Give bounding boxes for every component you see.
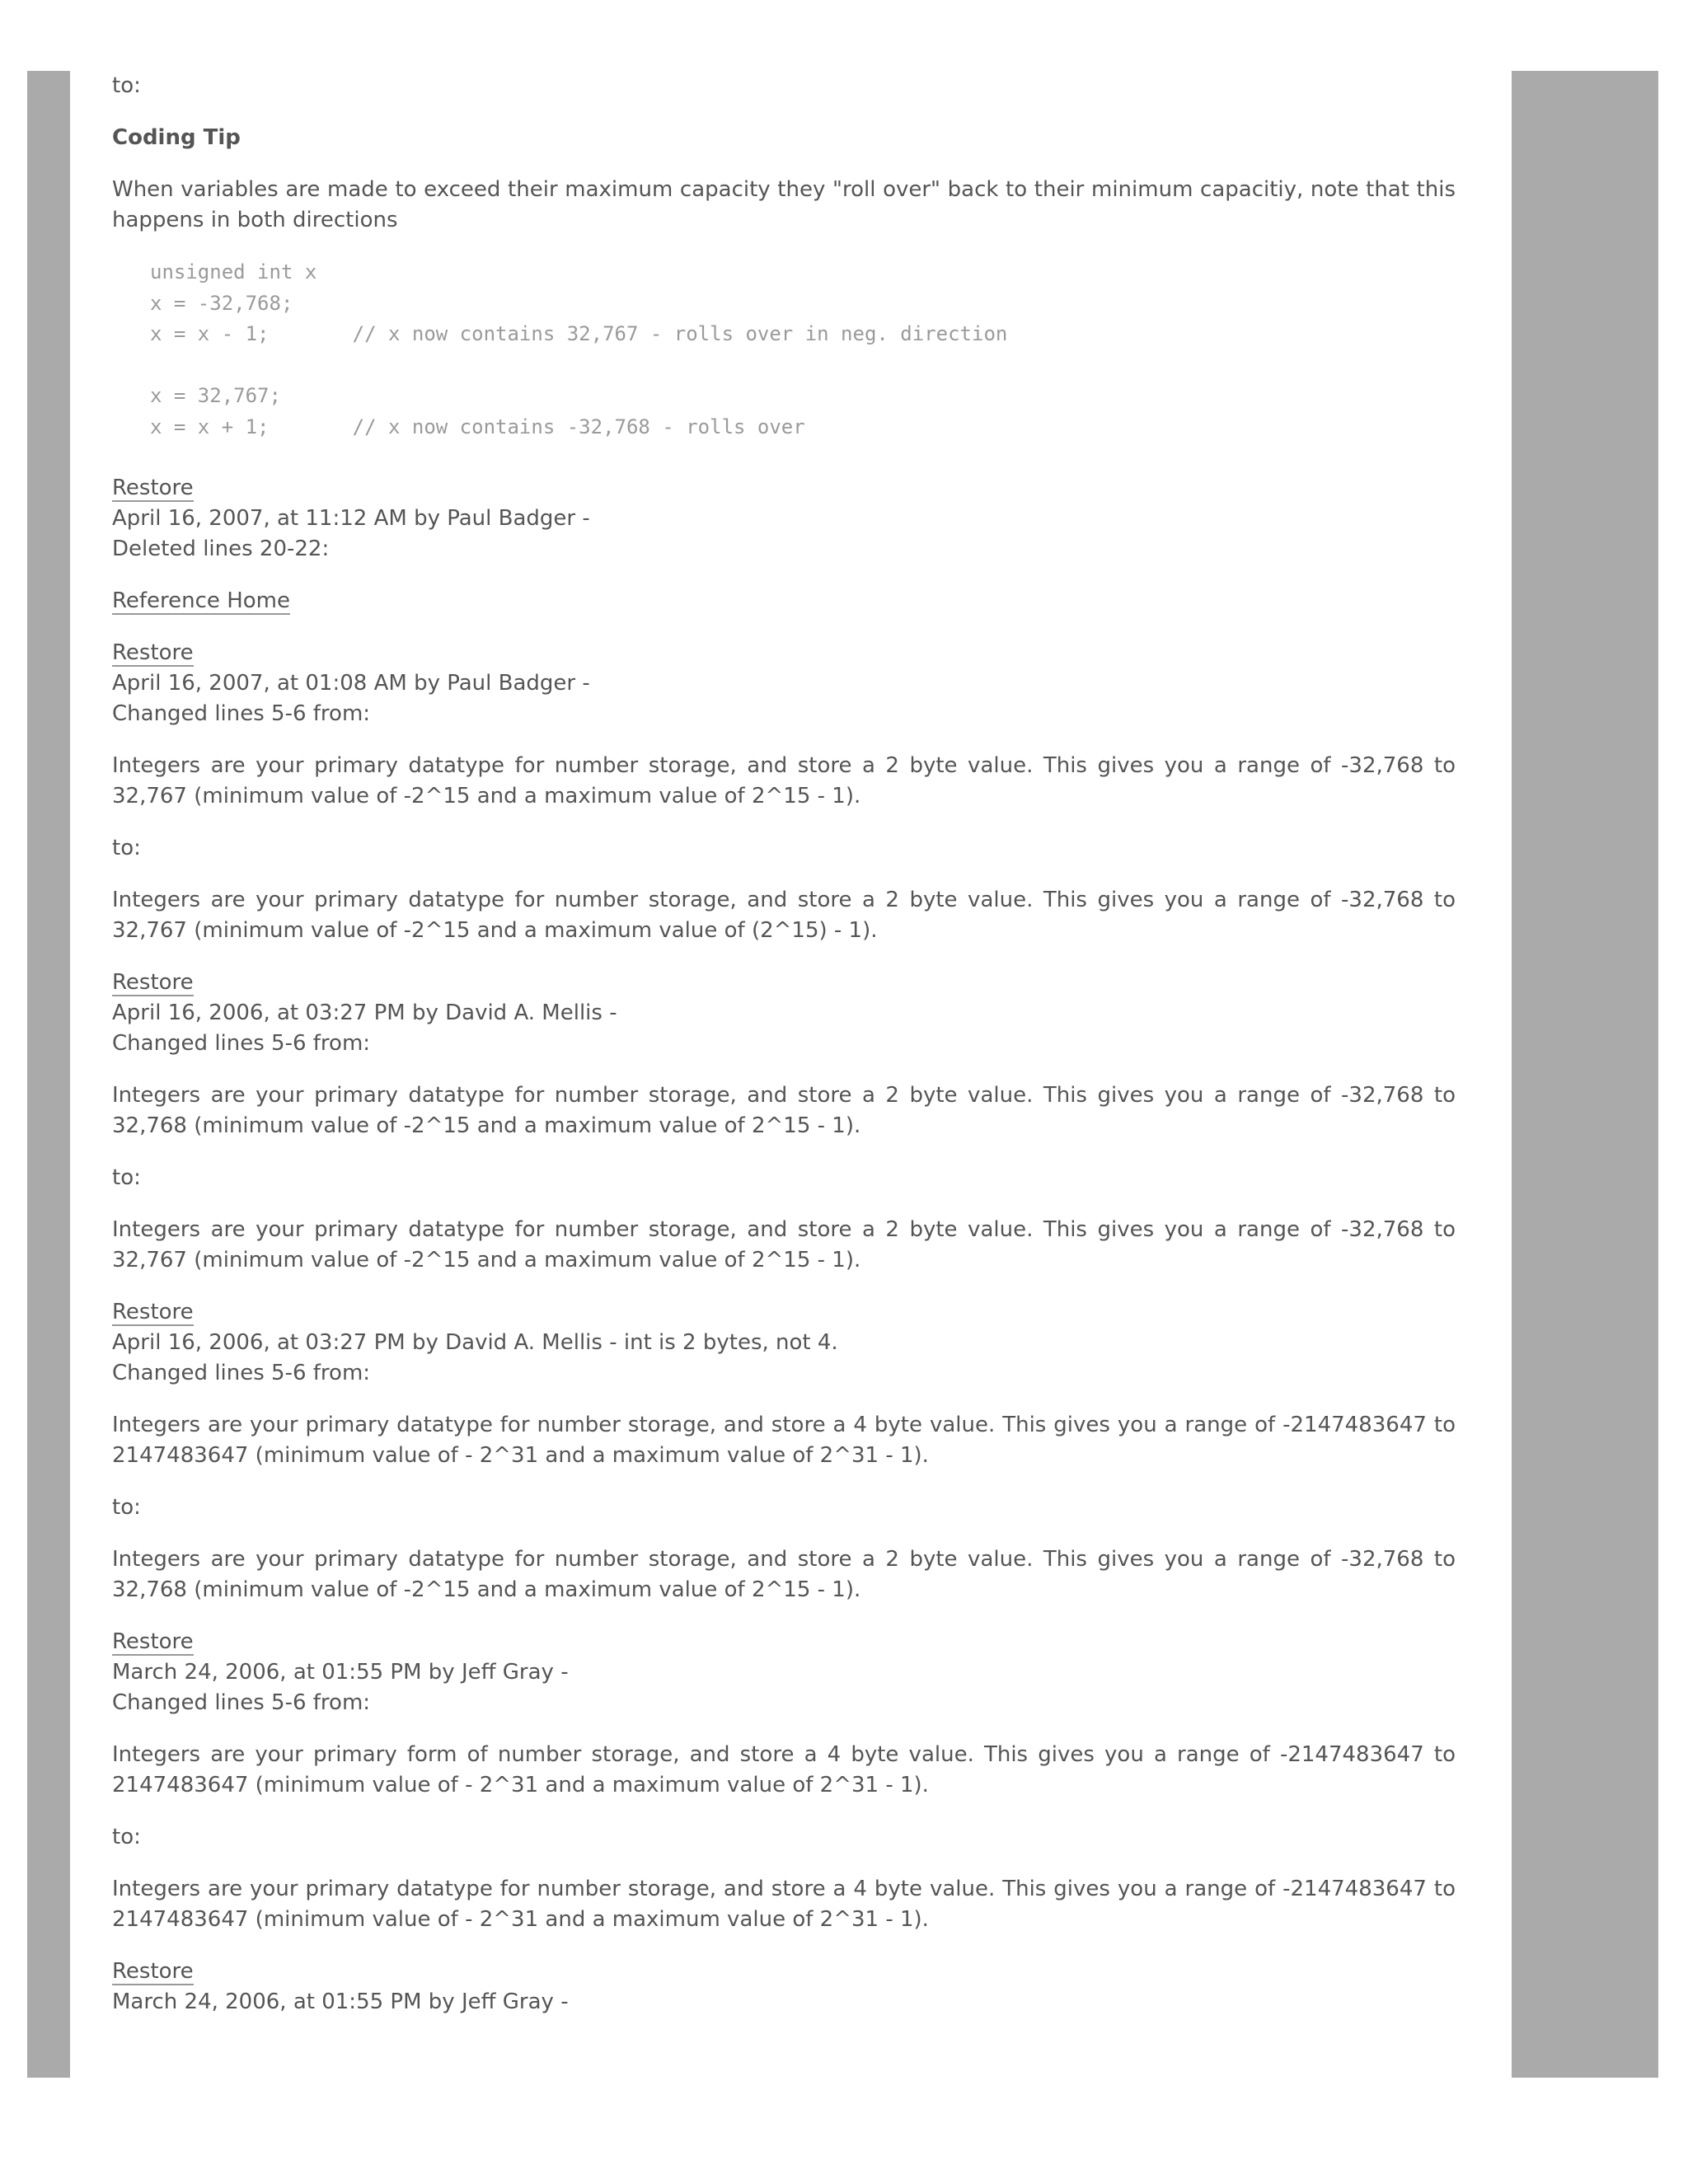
code-line: x = x - 1; // x now contains 32,767 - rolls over in neg. direction (150, 322, 1008, 345)
restore-link[interactable]: Restore (112, 1300, 194, 1324)
revision-change: Changed lines 5-6 from: (112, 1031, 371, 1056)
revision-meta: April 16, 2007, at 11:12 AM by Paul Badger - (112, 506, 590, 531)
revision-meta: March 24, 2006, at 01:55 PM by Jeff Gray - (112, 1990, 569, 2014)
restore-link[interactable]: Restore (112, 970, 194, 995)
restore-link[interactable]: Restore (112, 640, 194, 665)
revision-change: Changed lines 5-6 from: (112, 1690, 371, 1715)
to-label: to: (112, 1165, 141, 1190)
to-label: to: (112, 1495, 141, 1520)
reference-home-link[interactable]: Reference Home (112, 588, 290, 613)
to-label: to: (112, 73, 141, 98)
code-line: x = -32,768; (150, 291, 293, 315)
revision-to-text: Integers are your primary datatype for number storage, and store a 4 byte value. This gives you a range of -2147483647 to 2147483647 (minimum value of - 2^31 and a maximum value of 2^31 - 1). (112, 1877, 1456, 1932)
revision-meta: April 16, 2006, at 03:27 PM by David A. Mellis - int is 2 bytes, not 4. (112, 1330, 838, 1355)
revision-from-text: Integers are your primary form of number storage, and store a 4 byte value. This gives you a range of -2147483647 to 2147483647 (minimum value of - 2^31 and a maximum value of 2^31 - 1). (112, 1742, 1456, 1797)
revision-to-text: Integers are your primary datatype for number storage, and store a 2 byte value. This gives you a range of -32,768 to 32,767 (minimum value of -2^15 and a maximum value of (2^15) - 1). (112, 888, 1456, 943)
revision-change: Changed lines 5-6 from: (112, 1361, 371, 1385)
revision-meta: April 16, 2007, at 01:08 AM by Paul Badger - (112, 671, 590, 696)
code-block (150, 257, 1456, 443)
coding-tip-heading: Coding Tip (112, 125, 241, 150)
coding-tip-text: When variables are made to exceed their maximum capacity they "roll over" back to their minimum capacitiy, note that this happens in both directions (112, 177, 1456, 232)
restore-link[interactable]: Restore (112, 476, 194, 500)
right-gray-bar (1512, 71, 1658, 2078)
revision-entry (112, 968, 1456, 1059)
revision-to-text: Integers are your primary datatype for number storage, and store a 2 byte value. This gives you a range of -32,768 to 32,767 (minimum value of -2^15 and a maximum value of 2^15 - 1). (112, 1217, 1456, 1272)
to-label: to: (112, 1825, 141, 1849)
revision-from-text: Integers are your primary datatype for number storage, and store a 2 byte value. This gives you a range of -32,768 to 32,767 (minimum value of -2^15 and a maximum value of 2^15 - 1). (112, 753, 1456, 808)
restore-link[interactable]: Restore (112, 1629, 194, 1654)
revision-entry (112, 1627, 1456, 1718)
left-gray-bar (27, 71, 70, 2078)
restore-link[interactable]: Restore (112, 1959, 194, 1984)
revision-entry (112, 638, 1456, 729)
revision-entry (112, 473, 1456, 565)
code-line: unsigned int x (150, 260, 317, 284)
revision-from-text: Integers are your primary datatype for number storage, and store a 4 byte value. This gives you a range of -2147483647 to 2147483647 (minimum value of - 2^31 and a maximum value of 2^31 - 1). (112, 1413, 1456, 1468)
revision-from-text: Integers are your primary datatype for number storage, and store a 2 byte value. This gives you a range of -32,768 to 32,768 (minimum value of -2^15 and a maximum value of 2^15 - 1). (112, 1083, 1456, 1138)
revision-meta: March 24, 2006, at 01:55 PM by Jeff Gray - (112, 1660, 569, 1685)
revision-to-text: Integers are your primary datatype for number storage, and store a 2 byte value. This gives you a range of -32,768 to 32,768 (minimum value of -2^15 and a maximum value of 2^15 - 1). (112, 1547, 1456, 1602)
to-label: to: (112, 836, 141, 860)
spacer (112, 443, 1456, 473)
code-line: x = 32,767; (150, 384, 281, 407)
revision-change: Changed lines 5-6 from: (112, 701, 371, 726)
code-line: x = x + 1; // x now contains -32,768 - rolls over (150, 415, 805, 438)
revision-change: Deleted lines 20-22: (112, 537, 330, 561)
revision-meta: April 16, 2006, at 03:27 PM by David A. Mellis - (112, 1001, 617, 1025)
revision-history-content (112, 71, 1456, 2039)
revision-entry (112, 1297, 1456, 1389)
revision-entry (112, 1957, 1456, 2018)
